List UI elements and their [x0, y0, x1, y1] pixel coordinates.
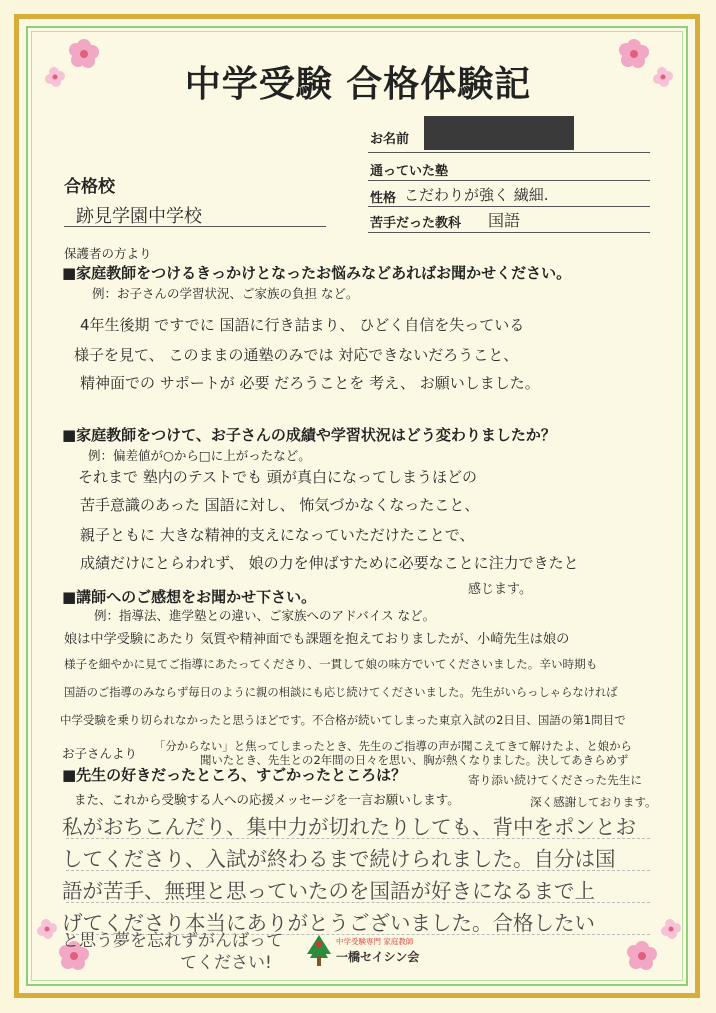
logo-tagline: 中学受験専門 家庭教師: [336, 937, 414, 946]
weak-subject-value: 国語: [488, 211, 521, 230]
answer-2-line-3: 親子ともに 大きな精神的支えになっていただけたことで、: [80, 526, 475, 544]
school-label: 合格校: [64, 177, 115, 197]
flower-decoration-bottom-right: [612, 910, 682, 980]
parent-heading: 保護者の方より: [64, 246, 152, 261]
school-value: 跡見学園中学校: [76, 206, 202, 227]
question-4-sub: また、これから受験する人への応援メッセージを一言お願いします。: [74, 792, 460, 807]
question-2-example: 例：偏差値が○から□に上がったなど。: [88, 448, 311, 463]
juku-label: 通っていた塾: [370, 164, 449, 179]
question-3-example: 例：指導法、進学塾との違い、ご家族へのアドバイス など。: [94, 608, 436, 623]
tree-logo-icon: [306, 934, 332, 968]
child-answer-line-2: してくださり、入試が終わるまで続けられました。自分は国: [62, 847, 616, 871]
answer-1-line-2: 様子を見て、 このままの通塾のみでは 対応できないだろうこと、: [74, 346, 519, 364]
name-label: お名前: [370, 132, 410, 147]
answer-2-line-2: 苦手意識のあった 国語に対し、 怖気づかなくなったこと、: [80, 496, 480, 514]
child-answer-line-5: と思う夢を忘れずがんばって: [62, 931, 283, 951]
company-logo: [306, 932, 436, 972]
question-1-example: 例：お子さんの学習状況、ご家族の負担 など。: [92, 286, 359, 301]
answer-3-line-1: 娘は中学受験にあたり 気質や精神面でも課題を抱えておりましたが、小崎先生は娘の: [64, 632, 570, 647]
weak-subject-label: 苦手だった教科: [370, 216, 462, 231]
name-redaction: [424, 116, 574, 150]
answer-3-line-5: 「分からない」と焦ってしまったとき、先生のご指導の声が聞こえてきて解けたよ、と娘から: [154, 739, 632, 753]
question-3: ■講師へのご感想をお聞かせ下さい。: [62, 588, 317, 606]
personality-value: こだわりが強く 繊細.: [404, 186, 549, 204]
question-2: ■家庭教師をつけて、お子さんの成績や学習状況はどう変わりましたか？: [62, 426, 556, 444]
weak-subject-underline: [368, 232, 650, 233]
child-answer-line-3: 語が苦手、無理と思っていたのを国語が好きになるまで上: [62, 879, 595, 903]
child-answer-line-6: てください!: [180, 953, 272, 973]
answer-2-line-4: 成績だけにとらわれず、 娘の力を伸ばすために必要なことに注力できたと: [80, 554, 579, 572]
answer-3-line-3: 国語のご指導のみならず毎日のように親の相談にも応じ続けてくださいました。先生がいらっしゃらなければ: [64, 686, 618, 699]
answer-3-line-6: 聞いたとき、先生との2年間の日々を思い、胸が熱くなりました。決してあきらめず: [200, 753, 629, 767]
juku-underline: [368, 180, 650, 181]
question-1: ■家庭教師をつけるきっかけとなったお悩みなどあればお聞かせください。: [62, 264, 572, 282]
child-answer-line-4: げてくださり本当にありがとうございました。合格したい: [62, 911, 595, 935]
answer-3-line-8: 深く感謝しております。: [530, 795, 657, 809]
page-title: 中学受験 合格体験記: [184, 63, 532, 105]
answer-1-line-3: 精神面での サポートが 必要 だろうことを 考え、 お願いしました。: [80, 374, 540, 392]
answer-3-line-4: 中学受験を乗り切られなかったと思うほどです。不合格が続いてしまった東京入試の2日目、国語の第1問目で: [60, 713, 626, 727]
answer-3-line-2: 様子を細やかに見てご指導にあたってくださり、一貫して娘の味方でいてくださいました。辛い時期も: [64, 657, 598, 671]
school-underline: [64, 226, 326, 227]
child-heading: お子さんより: [62, 746, 138, 761]
answer-2-line-1: それまで 塾内のテストでも 頭が真白になってしまうほどの: [78, 468, 477, 486]
child-answer-line-1: 私がおちこんだり、集中力が切れたりしても、背中をポンとお: [62, 815, 636, 839]
answer-1-line-1: 4年生後期 ですでに 国語に行き詰まり、 ひどく自信を失っている: [80, 316, 525, 334]
answer-2-line-5: 感じます。: [468, 582, 532, 597]
question-4: ■先生の好きだったところ、すごかったところは？: [62, 766, 407, 784]
personality-label: 性格: [370, 191, 397, 206]
logo-brand: 一橋セイシン会: [336, 950, 420, 964]
personality-underline: [368, 206, 650, 207]
answer-3-line-7: 寄り添い続けてくださった先生に: [468, 773, 642, 787]
name-underline: [368, 152, 650, 153]
